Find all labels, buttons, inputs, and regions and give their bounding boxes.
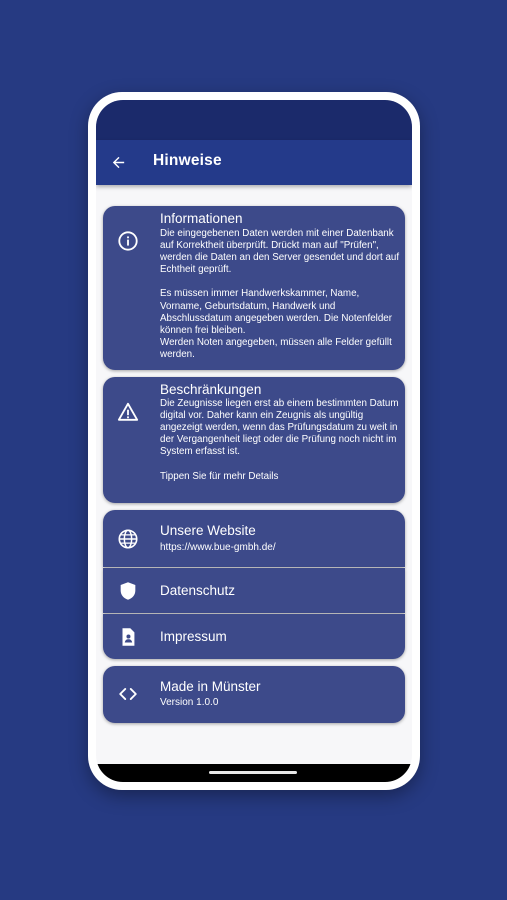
privacy-item[interactable] [103,568,405,613]
shield-icon [117,580,139,602]
warning-icon [117,401,139,423]
website-title: Unsere Website [160,523,256,538]
home-indicator[interactable] [209,771,297,774]
restrictions-card[interactable] [103,377,405,503]
version-label: Version 1.0.0 [160,697,219,708]
app-screen [96,100,412,782]
code-icon [117,683,139,705]
info-icon [117,230,139,252]
status-bar [96,100,412,140]
about-title: Made in Münster [160,679,261,694]
info-body: Die eingegebenen Daten werden mit einer Datenbank auf Korrektheit überprüft. Drückt man auf "Prüfen", werden die Daten an den Server gesendet und dort auf Echtheit geprüft. Es müssen immer Handwerkskammer, Name, Vorname, Geburtsdatum, Handwerk und Abschlussdatum angegeben werden. Die Notenfelder können frei bleiben. Werden Noten angegeben, müssen alle Felder gefüllt werden. [160,228,400,360]
navigation-bar [96,764,412,782]
app-bar [96,140,412,185]
phone-frame [88,92,420,790]
arrow-back-icon[interactable] [110,154,127,171]
globe-icon [117,528,139,550]
contact-card-icon [117,626,139,648]
info-card [103,206,405,370]
restrictions-title: Beschränkungen [160,382,262,397]
info-title: Informationen [160,211,243,226]
restrictions-body: Die Zeugnisse liegen erst ab einem bestimmten Datum digital vor. Daher kann ein Zeugnis als ungültig angezeigt werden, wenn das Prüfungsdatum zu weit in der Vergangenheit liegt oder die Prüfung noch nicht im System erfasst ist. Tippen Sie für mehr Details [160,398,399,482]
website-url[interactable]: https://www.bue-gmbh.de/ [160,542,276,553]
imprint-item[interactable] [103,614,405,659]
website-item[interactable] [103,510,405,567]
page-title: Hinweise [153,152,222,169]
privacy-title: Datenschutz [160,583,236,598]
about-card [103,666,405,723]
imprint-title: Impressum [160,629,227,644]
